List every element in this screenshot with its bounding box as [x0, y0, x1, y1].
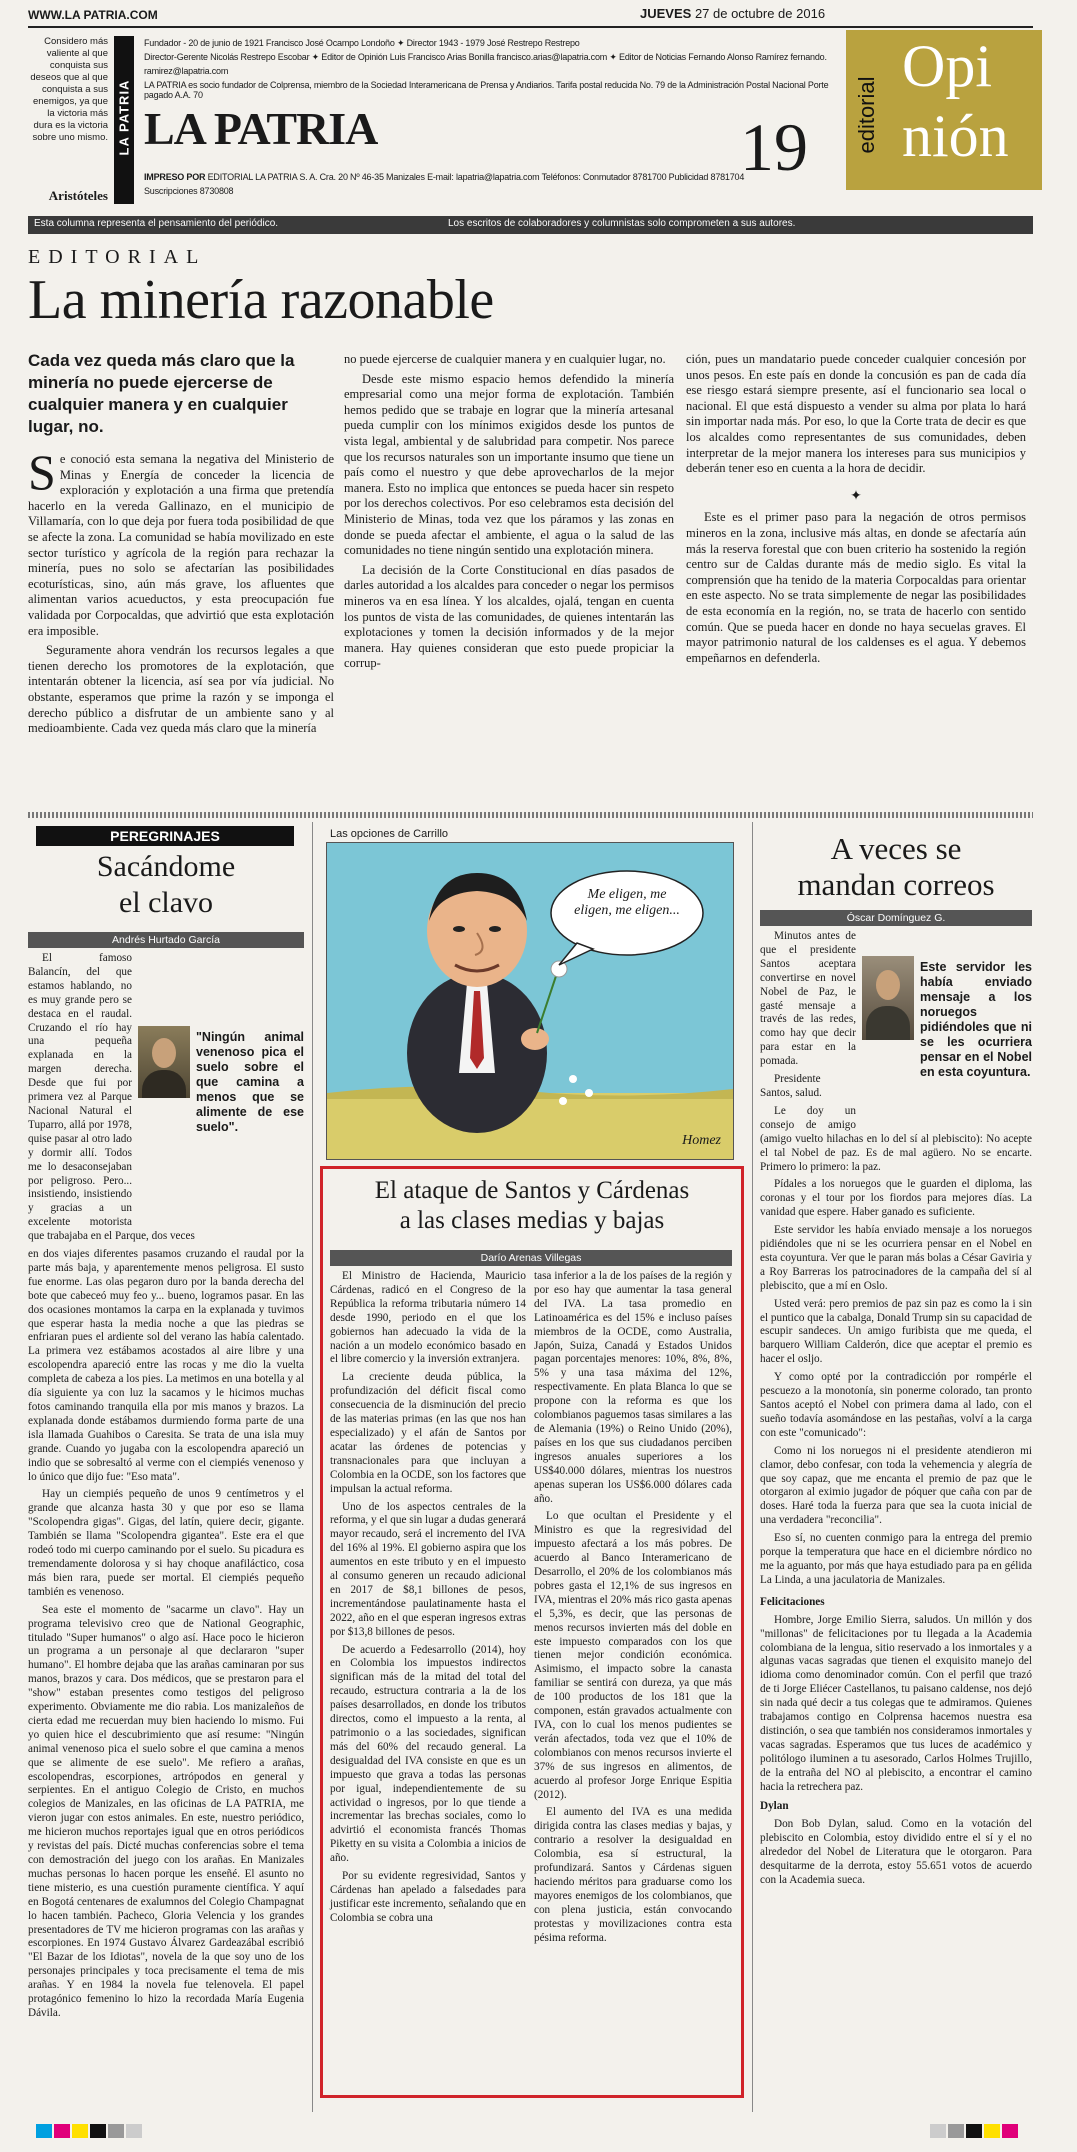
- info-line-1: Fundador - 20 de junio de 1921 Francisco José Ocampo Londoño ✦ Director 1943 - 1979 José Restrepo Restrepo: [144, 38, 580, 48]
- motto-author: Aristóteles: [48, 188, 108, 203]
- section-big-1: Opi: [902, 33, 992, 99]
- correos-para-wrap: Presidente Santos, salud.: [760, 1073, 822, 1099]
- santos-col2-para-1: tasa inferior a la de los países de la región y por eso hay que aumentar la tasa general del IVA. La tasa promedio en Latinoamérica es del 15% e incluso países miembros de la OCDE, como Australia, Japón, Suiza, Canadá y Estados Unidos pagan porcentajes menores: 10%, 8%, 8%, 5% y una tasa máxima del 12%, respectivamente. En plata Blanca lo que se propone con la reforma es que los colombianos paguemos tasas similares a las de Alemania (19%) o Reino Unido (20%), países en los que sus ciudadanos perciben ingresos anuales superiores a los US$40.000 dólares, mientras los nuestros apenas superan los US$6.000 dólares cada año.: [534, 1270, 732, 1505]
- date-line: [640, 6, 825, 21]
- cartoon-speech-tail: [559, 943, 593, 965]
- impreso-label: IMPRESO POR: [144, 172, 206, 182]
- notes-bar: [28, 216, 1033, 234]
- peregrinajes-para-1: en dos viajes diferentes pasamos cruzando el raudal por la parte más baja, y aparentemente menos peligrosa. El susto fue enorme. Las olas pegaron duro por la banda derecha del bote que cabeceó muy feo y... bueno, logramos pasar. En las dos ocasiones montamos la carpa en la explanada y tuvimos que esperar hasta la media noche a que las piedras se enfriaran pues el ardiente sol del verano las había calentado. La primera vez estábamos acostados al aire libre y una escolopendra apareció entre las rocas y me dio la vuelta completa de cabeza a los pies. La metimos en una botella y al día siguiente ya con luz la sacamos y le hicimos muchas fotos caminando tranquila ella por mis manos y brazos. La explanada donde estábamos durmiendo forma parte de una isla llamada Guahibos o Caresita. Se trata de una isla muy grande. Cuando yo jugaba con la escolopendra apareció un indio que se sobresaltó al verme con el ciempiés venenoso y lo único que dijo fue: "Eso mata".: [28, 1248, 304, 1483]
- editorial-col-3: [686, 352, 1026, 670]
- santos-title-2: a las clases medias y bajas: [399, 1207, 665, 1234]
- cartoon-eye-right: [489, 926, 501, 932]
- column-divider-right: [752, 822, 753, 2112]
- column-divider-left: [312, 822, 313, 2112]
- correos-para-4: Y como opté por la contradicción por rompérle el pescuezo a la monotonía, sin ponerme colorado, tan pronto Santos aceptó el Nobel con primera dama al lado, con el sueño todavía asomándose en las pestañas, volví a la carga con este "comunicado":: [760, 1371, 1032, 1439]
- peregrinajes-title-1: Sacándome: [96, 850, 236, 883]
- cartoon-petal-2: [585, 1089, 593, 1097]
- felicitaciones-heading: Felicitaciones: [760, 1595, 825, 1608]
- info-line-2: Director-Gerente Nicolás Restrepo Escobar ✦ Editor de Opinión Luis Francisco Arias Bonilla francisco.arias@lapatria.com ✦ Editor de Noticias Fernando Alonso Ramírez fernando.: [144, 52, 827, 62]
- santos-col-2: [534, 1270, 732, 1950]
- correos-para-wrap-2: Le doy un consejo de amigo (amigo vuelto hilachas en lo del sí al plebiscito): No acepte el tal Nobel de paz. Es de mal agüero. No se encarte. Primero lo primero: la paz.: [760, 1104, 1032, 1173]
- dylan-heading: Dylan: [760, 1800, 789, 1813]
- swatch-yellow: [72, 2124, 88, 2138]
- correos-text: [760, 930, 1032, 1892]
- editorial-col2-para-3: La decisión de la Corte Constitucional en días pasados de darles autoridad a los alcaldes para conceder o negar los permisos mineros va en esa línea. Y los alcaldes, ojalá, tengan en cuenta los puntos de vista de las comunidades, de quienes intentarán las explotaciones y tomen la decisión informados y de la mejor manera. Hay quienes consideran que esto puede propiciar la corrup-: [344, 562, 674, 671]
- impreso-text: EDITORIAL LA PATRIA S. A. Cra. 20 Nº 46-35 Manizales E-mail: lapatria@lapatria.com Teléfonos: Conmutador 8781700 Publicidad 8781704: [207, 172, 745, 182]
- section-big-2: nión: [902, 103, 1009, 169]
- cartoon-panel: [326, 842, 734, 1160]
- top-rule: [28, 26, 1033, 28]
- page-number: 19: [740, 109, 808, 185]
- cartoon-petal-1: [569, 1075, 577, 1083]
- peregrinajes-top-text: [28, 952, 304, 2025]
- swatch-black: [966, 2124, 982, 2138]
- swatch-grey: [948, 2124, 964, 2138]
- photo-face: [152, 1038, 176, 1068]
- cartoon-signature: Homez: [682, 1133, 721, 1148]
- correos-para-top: Minutos antes de que el presidente Santos aceptara convertirse en novel Nobel de Paz, le gasté mensaje a través de las redes, como hay que decir para estar en la pomada.: [760, 930, 856, 1068]
- section-banner: [846, 30, 1042, 190]
- swatch-grey: [108, 2124, 124, 2138]
- print-color-bar-left: [36, 2124, 144, 2143]
- website-url: WWW.LA PATRIA.COM: [28, 8, 158, 22]
- peregrinajes-title-2: el clavo: [118, 886, 214, 919]
- photo-face: [876, 970, 900, 1000]
- santos-title-1: El ataque de Santos y Cárdenas: [374, 1177, 690, 1204]
- correos-para-6: Eso sí, no cuenten conmigo para la entrega del premio porque la temperatura que hace en el diciembre nórdico no me la aguanto, por más que haya estudiado para pa en gélida La Linda, a una jaculatoria de Manizales.: [760, 1532, 1032, 1586]
- peregrinajes-quote: "Ningún animal venenoso pica el suelo sobre el que camina a menos que se alimente de ese suelo".: [196, 1030, 304, 1134]
- santos-col1-para-2: La creciente deuda pública, la profundización del déficit fiscal como consecuencia de la disminución del precio de las materias primas (en las que nos han especializado) y el afán de Santos por acatar las órdenes de potencias y transnacionales para que incluyan a Colombia en la OCDE, son los factores que impulsan la actual reforma.: [330, 1371, 526, 1495]
- cartoon-speech: Me eligen, me eligen, me eligen...: [574, 887, 680, 918]
- cartoon-hand: [521, 1028, 549, 1050]
- separator-glyph: ✦: [850, 488, 862, 504]
- santos-col1-para-4: De acuerdo a Fedesarrollo (2014), hoy en Colombia los impuestos indirectos significan más de la mitad del total del recaudo, estructura contraria a la de los países desarrollados, en donde los tributos directos, como el impuesto a la renta, al patrimonio o a las sociedades, significan más del 60% del recaudo general. La desigualdad del IVA consiste en que es un impuesto que grava a todas las personas por igual, independientemente de su actividad o ingresos, por lo que tiende a incrementar las brechas sociales, como lo advirtió el economista francés Thomas Piketty en su visita a Colombia a inicios de año.: [330, 1643, 526, 1865]
- editorial-kicker: EDITORIAL: [28, 246, 207, 268]
- cartoon-petal-3: [559, 1097, 567, 1105]
- correos-para-3: Usted verá: pero premios de paz sin paz es como la i sin el puntico que la cabalga, Donald Trump sin su capacidad de escupir sandeces. Un amigo furibista que me queda, el barquero William Calderón, dice que aceptar el premio es hacer el osljo.: [760, 1297, 1032, 1366]
- santos-col1-para-5: Por su evidente regresividad, Santos y Cárdenas han apelado a falsedades para justificar este incremento, señalando que en Colombia se cobra una: [330, 1870, 526, 1924]
- side-logo: [114, 36, 134, 204]
- felicitaciones-text: Hombre, Jorge Emilio Sierra, saludos. Un millón y dos "millonas" de felicitaciones por tu llegada a la Academia colombiana de la lengua, sitio reservado a los inmortales y a algunas vacas sagradas que tienen el exquisito manejo del idioma como denominador común. Con el perfil que trazó de ti Jorge Eliécer Castellanos, tu paisano caldense, nos dejó sin nada qué decir a tus colegas que te admiramos. Quienes trabajamos contigo en Colprensa hacemos nuestra esa distinción, o sea que también nos consideramos inmortales y vacas sagradas. Esperamos que tus luces de académico y politólogo iluminen a tu asesorado, Carlos Holmes Trujillo, de la entraña del NO al plebiscito, a encontrar el camino hacia la retrechera paz.: [760, 1613, 1032, 1793]
- cartoon-flower: [551, 961, 567, 977]
- peregrinajes-para-top: El famoso Balancín, del que estamos hablando, no es muy grande pero se destaca en el raudal. Cruzando el río hay una pequeña explanada en la margen derecha. Desde que fui por primera vez al Parque Nacional Natural el Tuparro, allá por 1978, quise pasar al otro lado y dormir allí. Todos me lo desaconsejaban por peligroso. Pero... insistiendo, insistiendo y gracias a un excelente motorista que trabajaba en el Parque, dos veces: [28, 952, 195, 1243]
- peregrinajes-tag: PEREGRINAJES: [36, 826, 294, 846]
- correos-para-2: Este servidor les había enviado mensaje a los noruegos pidiéndoles que ni se les ocurriera pensar en el Nobel en esta coyuntura. Ver que le paran más bolas a César Gaviria y a Roy Barreras los patrocinadores de la campaña del sí al plebiscito, que a mí en Oslo.: [760, 1224, 1032, 1292]
- swatch-cyan: [36, 2124, 52, 2138]
- motto: Considero más valiente al que conquista sus deseos que al que conquista a sus enemigos, ya que la victoria más dura es la victoria sobre uno mismo.: [30, 36, 108, 143]
- impreso-line: [144, 172, 844, 182]
- editorial-title: La minería razonable: [28, 269, 494, 331]
- section-divider: [28, 812, 1033, 818]
- correos-para-1: Pídales a los noruegos que le guarden el diploma, las coronas y el tour por los fiordos para mejores días. La vanidad que espere. Haber ganado es suficiente.: [760, 1178, 1032, 1219]
- correos-title-1: A veces se: [830, 831, 962, 866]
- peregrinajes-para-2: Hay un ciempiés pequeño de unos 9 centímetros y el grande que alcanza hasta 30 y que por eso se llama "Scolopendra gigas". Gigas, del latín, quiere decir, gigante. También se llama "Scolopendra gigantea". Este era el que rodeó todo mi cuerpo caminando por el suelo. Su picadura es tremendamente dolorosa y si hay choque anafiláctico, cosa más bien rara, puede ser mortal. El ciempiés pequeño también es venenoso.: [28, 1488, 304, 1598]
- santos-col-1: [330, 1270, 526, 1930]
- peregrinajes-quote-block: [138, 1026, 304, 1216]
- editorial-col3-para-1: ción, pues un mandatario puede conceder cualquier concesión por unos pesos. En este país en donde la concusión es pan de cada día ese riesgo estará siempre presente, así el funcionario sea local o nacional. El que está dispuesto a vender su alma por plata lo hará sin importar nada más. Por eso, lo que la Corte trata de decir es que los alcaldes como representantes de sus comunidades, deben interpretar de la mejor manera los intereses para sus municipios y deberán tener eso en cuenta a la hora de decidir.: [686, 352, 1026, 476]
- photo-shoulders: [866, 1006, 910, 1040]
- editorial-col-1: [28, 444, 334, 741]
- note-left: Esta columna representa el pensamiento del periódico.: [34, 218, 279, 229]
- santos-col2-para-2: Lo que ocultan el Presidente y el Ministro es que la regresividad del impuesto afectará a los más pobres. De acuerdo al Banco Interamericano de Desarrollo, el 20% de los colombianos más pobres gasta el 12,1% de sus ingresos en IVA, mientras el 20% más rico gasta apenas el 5,3%, es decir, que las personas de menos recursos invierten más del doble en este impuesto comparados con los que tienen mejor condición económica. Asimismo, el impacto sobre la canasta familiar se sentirá con dureza, ya que más de 100 productos de los 181 que la componen, están gravados actualmente con IVA, con lo cual los menos pudientes se verán afectados, toda vez que el 10% de colombianos con menos recursos invierte el 37% de sus ingresos en alimentos, de acuerdo al profesor Jorge Enrique Espitia (2012).: [534, 1510, 732, 1801]
- dylan-text: Don Bob Dylan, salud. Como en la votación del plebiscito en Colombia, estoy dividido entre el sí y el no alrededor del Nobel de Literatura que le otorgaron. Para desquitarme de la derrota, estoy 55.651 votos de acuerdo con la Academia sueca.: [760, 1818, 1032, 1886]
- correos-quote: Este servidor les había enviado mensaje a los noruegos pidiéndoles que ni se les ocurriera pensar en el Nobel en esta coyuntura.: [920, 960, 1032, 1079]
- date-rest: 27 de octubre de 2016: [694, 6, 826, 21]
- paper-name: LA PATRIA: [144, 103, 378, 154]
- editorial-col1-para-2: Seguramente ahora vendrán los recursos legales a que tienen derecho los promotores de la explotación, que intentarán obtener la licencia, así sea por vía judicial. No obstante, esperamos que prime la razón y se imponga el derecho público a disfrutar de un ambiente sano y al medioambiente. Cada vez queda más claro que la minería: [28, 643, 334, 736]
- editorial-col1-para-1: [28, 444, 334, 639]
- editorial-col1-para-1-text: e conoció esta semana la negativa del Ministerio de Minas y Energía de conceder la licencia de exploración y explotación a una firma que pretendía hacerlo en la vereda Gallinazo, en el municipio de Villamaría, con lo que deja por fuera toda posibilidad de que se afecte la zona. La comunidad se había movilizado en este sector turístico y agrícola de la región para rechazar la minería, pues no solo se afectarían las posibilidades ecoturísticas, sino, aún más grave, los afluentes que alimentan varios acueductos, y esta preocupación fue validada por Corpocaldas, que advirtió que esta explotación era imposible.: [28, 452, 334, 638]
- photo-shoulders: [142, 1070, 186, 1098]
- editorial-col3-para-2: Este es el primer paso para la negación de otros permisos mineros en la zona, inclusive más altas, en donde se afectaría aún más la reserva forestal que con buen criterio ha sostenido la región centro sur de Caldas durante más de medio siglo. Es vital la comprensión que ha tenido de la materia Corpocaldas para orientar en este aspecto. No se trata simplemente de negar las posibilidades de esta economía en la región, no, se trata de hacerlo con sentido común. Que se pueda hacer en donde no haya secuelas graves. El mayor patrimonio natural de los caldenses es el agua. Y debemos empeñarnos en defenderla.: [686, 510, 1026, 665]
- correos-para-5: Como ni los noruegos ni el presidente atendieron mi clamor, debo confesar, con toda la vehemencia y alegría de que soy capaz, que me encanta el premio de paz que le otorgaron al eximio jugador de póquer que caña con par de doses. Haré toda la fuerza para que sea la cuota inicial de una verdadera "reconcilia".: [760, 1444, 1032, 1527]
- author-photo-hurtado: [138, 1026, 190, 1098]
- info-line-4: LA PATRIA es socio fundador de Colprensa, miembro de la Sociedad Interamericana de Prensa y Andiarios. Tarifa postal reducida No. 79 de la Administración Postal Nacional Porte pagado A.A. 70: [144, 80, 829, 100]
- date-day: JUEVES: [640, 6, 692, 21]
- editorial-col2-para-1: no puede ejercerse de cualquier manera y en cualquier lugar, no.: [344, 352, 666, 366]
- santos-col1-para-3: Uno de los aspectos centrales de la reforma, y el que sin lugar a dudas generará mayor recaudo, será el incremento del IVA del 16% al 19%. El gobierno aspira que los aumentos en este tributo y en el impuesto al consumo generen un recaudo adicional en 2017 de $8,1 billones de pesos, incrementándose paulatinamente hasta el 2022, año en el que esperan ingresos extras por $13,8 billones de pesos.: [330, 1500, 527, 1638]
- cartoon-eye-left: [453, 926, 465, 932]
- swatch-magenta: [1002, 2124, 1018, 2138]
- cartoon-flower-stem: [537, 973, 557, 1033]
- swatch-yellow: [984, 2124, 1000, 2138]
- cartoon-title: Las opciones de Carrillo: [330, 828, 449, 840]
- correos-title-2: mandan correos: [797, 867, 995, 902]
- print-color-bar-right: [930, 2124, 1020, 2143]
- swatch-magenta: [54, 2124, 70, 2138]
- santos-author: Darío Arenas Villegas: [330, 1250, 732, 1266]
- swatch-light: [126, 2124, 142, 2138]
- correos-quote-block: [862, 956, 1032, 1128]
- swatch-black: [90, 2124, 106, 2138]
- author-photo-dominguez: [862, 956, 914, 1040]
- swatch-light: [930, 2124, 946, 2138]
- section-small: editorial: [854, 76, 879, 154]
- santos-col1-para-1: El Ministro de Hacienda, Mauricio Cárdenas, radicó en el Congreso de la República la reforma tributaria número 14 desde 1990, periodo en el que los gobiernos han adecuado la vida de la nación a un modelo económico basado en el libre comercio y la inversión extranjera.: [330, 1270, 526, 1366]
- editorial-col2-para-2: Desde este mismo espacio hemos defendido la minería empresarial como una mejor forma de explotación. También hemos pedido que se trabaje en lograr que la minería artesanal pueda cumplir con los mínimos exigidos desde los puntos de vista legal, ambiental y de salubridad para competir. Nos parece que los recursos naturales son un importante insumo que tiene un país como el nuestro y que debe aprovecharlos de la mejor manera. Esto no implica que entonces se pueda hacer sin respeto por los derechos colectivos. Por eso celebramos esta decisión del Ministerio de Minas, toda vez que los páramos y las zonas en donde se pueda afectar el ambiente, el agua o la salud de las comunidades no tiene ningún sentido una explotación minera.: [344, 371, 674, 558]
- santos-col2-para-3: El aumento del IVA es una medida dirigida contra las clases medias y bajas, y contrario a resolver la desigualdad en Colombia, esa sí estructural, la profundizará. Santos y Cárdenas siguen haciendo méritos para graduarse como los mayores enemigos de los colombianos, que con plena justicia, están convocando protestas y movilizaciones contra esta pésima reforma.: [534, 1806, 732, 1944]
- dropcap: S: [28, 444, 56, 500]
- side-logo-text: LA PATRIA: [116, 79, 132, 156]
- editorial-col-2: [344, 352, 674, 676]
- peregrinajes-author: Andrés Hurtado García: [28, 932, 304, 948]
- peregrinajes-para-3: Sea este el momento de "sacarme un clavo". Hay un programa televisivo creo que de National Geographic, titulado "Super humanos" o algo así. Hace poco le hicieron un programa a un personaje al que declararon "super humano". El hombre dejaba que las arañas caminaran por sus manos, brazos y cara. Dos médicos, que se prestaron para el "show" estaban presentes como testigos del peligroso experimento. Obviamente me dio rabia. Los manizaleños de cierta edad me recuerdan muy bien haciendo lo mismo. Fui yo quien hice el descubrimiento que así resume: "Ningún animal venenoso pica el suelo sobre el que camina a menos que se alimente de ese suelo". Me refiero a arañas, escolopendras, escorpiones, artrópodos en general y serpientes. En el antiguo Colegio de Cristo, en muchos colegios de Manizales, en las oficinas de LA PATRIA, me vieron jugar con estos animales. En este, nuestro periódico, me hicieron muchos reportajes igual que en otros periódicos y revistas del país. Dicté muchas conferencias sobre el tema con demostración del juego con los arañas. En Manizales muchas personas lo hacen porque les enseñé. El asunto no tiene misterio, es una cuestión puramente científica. Y aquí en Bogotá centenares de exalumnos del Colegio Champagnat lo hacen también. Pacheco, Gloria Velencia y los grandes presentadores de TV me hicieron programas con las arañas y escorpiones. En 1974 Gustavo Álvarez Gardeazábal escribió "El Bazar de los Idiotas", novela de la que soy uno de los personajes principales y toca precisamente el tema de mis arañas. Y en 1984 la novela fue telenovela. El papel protagónico femenino lo hizo la recordada María Eugenia Dávila.: [28, 1603, 304, 2019]
- editorial-deck: Cada vez queda más claro que la minería no puede ejercerse de cualquier manera y en cualquier lugar, no.: [28, 351, 295, 436]
- note-right: Los escritos de colaboradores y columnistas solo comprometen a sus autores.: [448, 218, 796, 229]
- info-line-3: ramirez@lapatria.com: [144, 66, 229, 76]
- correos-author: Óscar Domínguez G.: [760, 910, 1032, 926]
- subscriptions: Suscripciones 8730808: [144, 186, 234, 196]
